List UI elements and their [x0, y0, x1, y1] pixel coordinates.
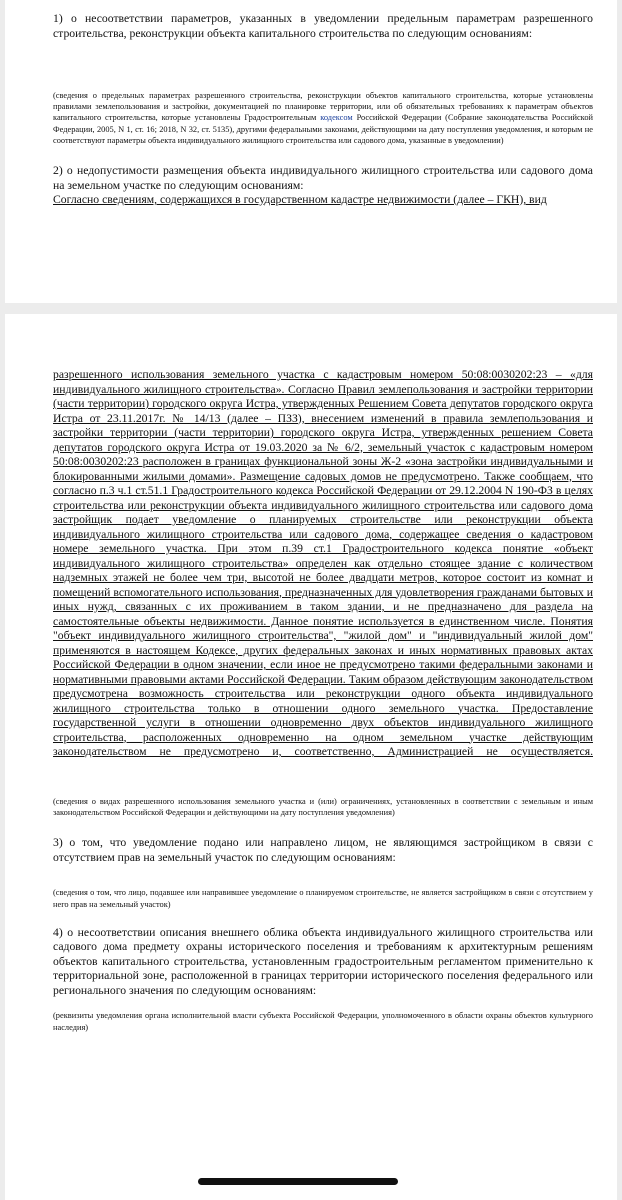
- item-1-note: [53, 90, 593, 146]
- item-1-text: 1) о несоответствии параметров, указанных в уведомлении предельным параметрам разрешенного строительства, реконструкции объекта капитального строительства по следующим основаниям:: [53, 12, 593, 40]
- item-2-underlined-text: Согласно сведениям, содержащихся в государственном кадастре недвижимости (далее – ГКН), вид: [53, 193, 547, 207]
- item-1-note-part1: (сведения о предельных параметрах разрешенного строительства, реконструкции объектов капитального строительства, которые установлены правилами землепользования и застройки, документацией по планировке территории, или об обязательных требованиях к параметрам объектов капитального строительства, которые установлены Градостроительным: [53, 91, 593, 123]
- decision-reason-text: разрешенного использования земельного участка с кадастровым номером 50:08:0030202:23 – «для индивидуального жилищного строительства». Согласно Правил землепользования и застройки территории (части территории) городского округа Истра, утвержденных Решением Совета депутатов городского округа Истра от 23.11.2017г. № 14/13 (далее – ПЗЗ), внесением изменений в правила землепользования и застройки территории (части территории) городского округа Истра, утвержденных решением Совета депутатов городского округа Истра от 19.03.2020 за № 6/2, земельный участок с кадастровым номером 50:08:0030202:23 расположен в границах функциональной зоны Ж-2 «зона застройки индивидуальными и блокированными жилыми домами». Размещение садовых домов не предусмотрено. Также сообщаем, что согласно п.3 ч.1 ст.51.1 Градостроительного кодекса Российской Федерации от 29.12.2004 N 190-ФЗ в целях строительства или реконструкции объекта индивидуального жилищного строительства или садового дома застройщик подает уведомление о планируемых строительстве или реконструкции объекта индивидуального жилищного строительства или садового дома, содержащее сведения о кадастровом номере земельного участка. При этом п.39 ст.1 Градостроительного кодекса понятие «объект индивидуального жилищного строительства» определен как отдельно стоящее здание с количеством надземных этажей не более чем три, высотой не более двадцати метров, которое состоит из комнат и помещений вспомогательного использования, предназначенных для удовлетворения гражданами бытовых и иных нужд, связанных с их проживанием в таком здании, и не предназначено для раздела на самостоятельные объекты недвижимости. Данное понятие используется в единственном числе. Понятия "объект индивидуального жилищного строительства", "жилой дом" и "индивидуальный жилой дом" применяются в настоящем Кодексе, других федеральных законах и иных нормативных правовых актах Российской Федерации в одном значении, если иное не предусмотрено такими федеральными законами и нормативными правовыми актами Российской Федерации. Таким образом действующим законодательством предусмотрена возможность строительства или реконструкции одного объекта индивидуального жилищного строительства только в отношении одного земельного участка. Предоставление государственной услуги в отношении одновременно двух объектов индивидуального жилищного строительства, расположенных одновременно на одном земельном участке действующим законодательством не предусмотрено и, соответственно, Администрацией не осуществляется.: [53, 368, 593, 758]
- document-page-2: [5, 314, 617, 1200]
- item-2-text: 2) о недопустимости размещения объекта индивидуального жилищного строительства или садового дома на земельном участке по следующим основаниям:: [53, 164, 593, 192]
- document-page-1: [5, 0, 617, 303]
- codex-link[interactable]: кодексом: [320, 113, 353, 123]
- item-3-text: 3) о том, что уведомление подано или направлено лицом, не являющимся застройщиком в связи с отсутствием прав на земельный участок по следующим основаниям:: [53, 836, 593, 864]
- home-indicator[interactable]: [198, 1178, 398, 1185]
- item-4-note: (реквизиты уведомления органа исполнительной власти субъекта Российской Федерации, уполномоченного в области охраны объектов культурного наследия): [53, 1011, 593, 1032]
- item-1-note-part2: Российской Федерации (Собрание законодательства Российской Федерации, 2005, N 1, ст. 16; 2018, N 32, ст. 5135), другими федеральными законами, действующими на дату поступления уведомления, и которым не соответствуют параметры объекта индивидуального жилищного строительства или садового дома, указанные в уведомлении): [53, 113, 593, 145]
- item-4-text: 4) о несоответствии описания внешнего облика объекта индивидуального жилищного строительства или садового дома предмету охраны исторического поселения и требованиям к архитектурным решениям объектов капитального строительства, установленным градостроительным регламентом применительно к территориальной зоне, расположенной в границах территории исторического поселения федерального или регионального значения по следующим основаниям:: [53, 925, 593, 997]
- land-use-note: (сведения о видах разрешенного использования земельного участка и (или) ограничениях, установленных в соответствии с земельным и иным законодательством Российской Федерации и действующими на дату поступления уведомления): [53, 797, 593, 818]
- item-3-note: (сведения о том, что лицо, подавшее или направившее уведомление о планируемом строительстве, не является застройщиком в связи с отсутствием у него прав на земельный участок): [53, 888, 593, 909]
